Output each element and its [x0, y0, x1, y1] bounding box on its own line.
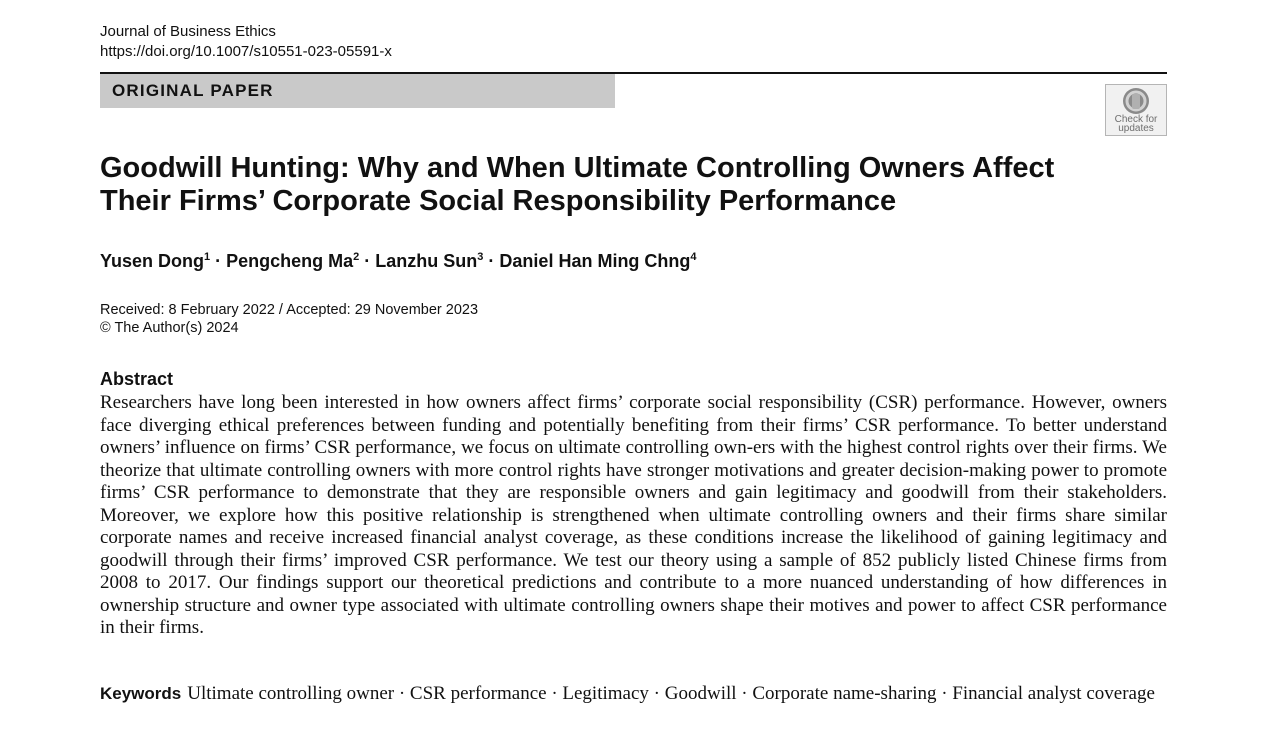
keywords-text: Ultimate controlling owner · CSR performance · Legitimacy · Goodwill · Corporate name-sharing · Financial analyst coverage — [187, 683, 1155, 704]
author-separator: · — [359, 251, 376, 271]
journal-name: Journal of Business Ethics — [100, 23, 276, 40]
received-accepted-dates: Received: 8 February 2022 / Accepted: 29 November 2023 — [100, 302, 479, 318]
paper-title-line-1: Goodwill Hunting: Why and When Ultimate Controlling Owners Affect — [100, 152, 1055, 184]
check-for-updates-label-2: updates — [1118, 123, 1154, 134]
author-separator: · — [483, 251, 500, 271]
paper-title-line-2: Their Firms’ Corporate Social Responsibility Performance — [100, 185, 897, 217]
check-for-updates-button[interactable] — [1105, 84, 1167, 136]
abstract-heading: Abstract — [100, 369, 174, 389]
author-name[interactable]: Daniel Han Ming Chng — [499, 251, 691, 271]
check-for-updates-icon — [1119, 87, 1153, 115]
author-affiliation: 4 — [690, 251, 697, 263]
author-name[interactable]: Pengcheng Ma — [226, 251, 354, 271]
copyright-notice: © The Author(s) 2024 — [100, 320, 239, 336]
abstract-text: Researchers have long been interested in how owners affect firms’ corporate social responsibility (CSR) performance. However, owners face diverging ethical preferences between funding and potentially benefiting from their firms’ CSR performance. To better understand owners’ influence on firms’ CSR performance, we focus on ultimate controlling own-ers with the highest control rights over their firms. We theorize that ultimate controlling owners with more control rights have stronger motivations and greater decision-making power to promote firms’ CSR performance to demonstrate that they are responsible owners and gain legitimacy and goodwill from their stakeholders. Moreover, we explore how this positive relationship is strengthened when ultimate controlling owners and their firms share similar corporate names and receive increased financial analyst coverage, as these conditions increase the likelihood of gaining legitimacy and goodwill through their firms’ improved CSR performance. We test our theory using a sample of 852 publicly listed Chinese firms from 2008 to 2017. Our findings support our theoretical predictions and contribute to a more nuanced understanding of how differences in ownership structure and owner type associated with ultimate controlling owners shape their motives and power to affect CSR performance in their firms. — [100, 392, 1167, 638]
doi-link[interactable]: https://doi.org/10.1007/s10551-023-05591-x — [100, 43, 392, 60]
author-affiliation: 3 — [477, 251, 484, 263]
check-for-updates-label-1: Check for — [1114, 114, 1158, 125]
paper-title — [100, 152, 1160, 218]
journal-info — [100, 22, 392, 62]
author-list — [100, 244, 697, 274]
author-name[interactable]: Lanzhu Sun — [375, 251, 478, 271]
author-separator: · — [210, 251, 227, 271]
author-affiliation: 2 — [353, 251, 360, 263]
keywords-label: Keywords — [100, 684, 182, 703]
publication-dates — [100, 301, 478, 337]
author-name[interactable]: Yusen Dong — [100, 251, 205, 271]
paper-type-banner: ORIGINAL PAPER — [100, 74, 615, 108]
author-affiliation: 1 — [204, 251, 211, 263]
keywords-section — [100, 683, 1167, 706]
